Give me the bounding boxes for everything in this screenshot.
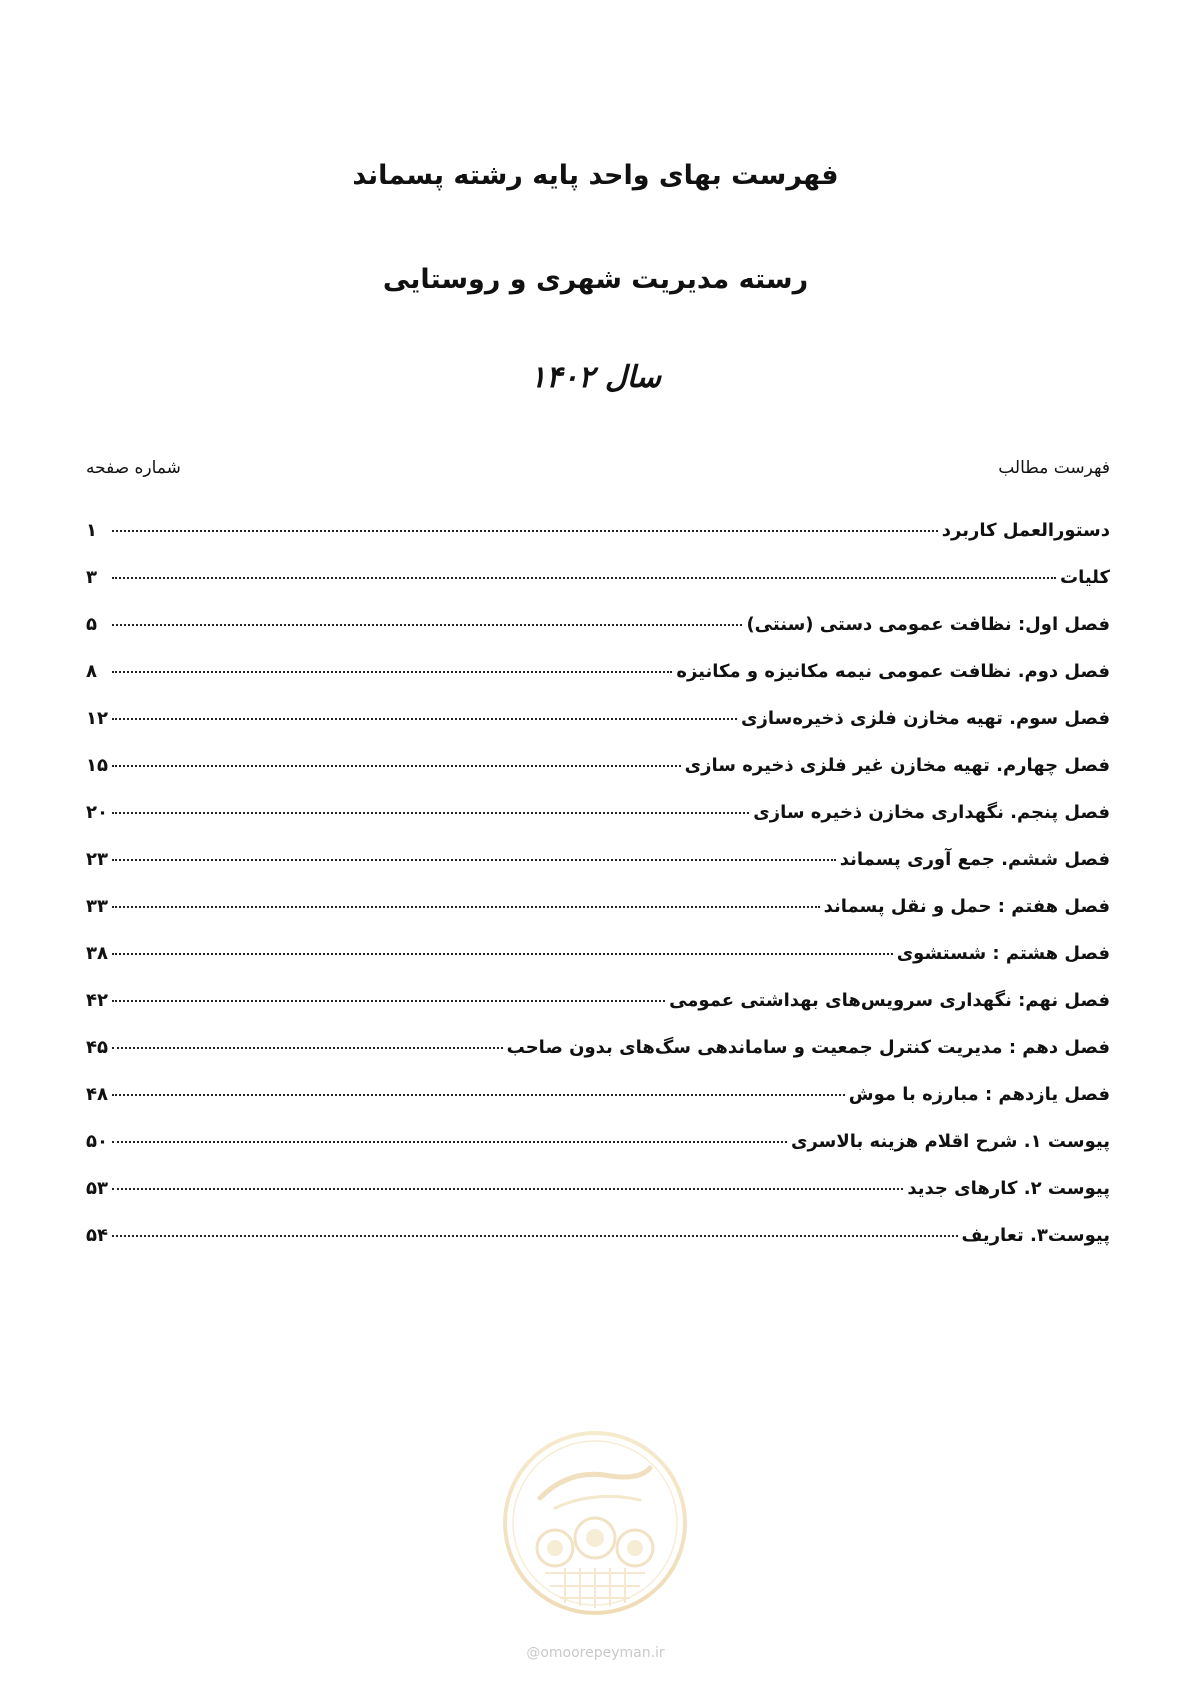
toc-dot-leader — [112, 1235, 958, 1237]
toc-dot-leader — [112, 953, 893, 955]
toc-dot-leader — [112, 906, 820, 908]
toc-entry-label: پیوست ۲. کارهای جدید — [907, 1178, 1110, 1199]
toc-dot-leader — [112, 577, 1056, 579]
toc-entry — [86, 1225, 1110, 1272]
toc-entry-label: فصل ششم. جمع آوری پسماند — [839, 849, 1110, 870]
toc-dot-leader — [112, 1047, 503, 1049]
document-year: سال ۱۴۰۲ — [530, 360, 661, 395]
toc-entry-label: فصل یازدهم : مبارزه با موش — [848, 1084, 1110, 1105]
toc-dot-leader — [112, 671, 672, 673]
toc-entry-page: ۸ — [86, 661, 97, 682]
toc-entry-page: ۵۴ — [86, 1225, 108, 1246]
toc-entry-page: ۴۵ — [86, 1037, 108, 1058]
toc-entry-label: فصل چهارم. تهیه مخازن غیر فلزی ذخیره سازی — [684, 755, 1110, 776]
toc-entry-label: فصل نهم: نگهداری سرویس‌های بهداشتی عمومی — [669, 990, 1110, 1011]
toc-dot-leader — [112, 859, 836, 861]
toc-entry — [86, 943, 1110, 990]
toc-entry-page: ۵۰ — [86, 1131, 108, 1152]
toc-entry — [86, 567, 1110, 614]
toc-entry-page: ۱۲ — [86, 708, 108, 729]
toc-dot-leader — [112, 718, 737, 720]
toc-entry-label: فصل سوم. تهیه مخازن فلزی ذخیره‌سازی — [741, 708, 1110, 729]
toc-entry-page: ۴۲ — [86, 990, 108, 1011]
toc-entry-page: ۵۳ — [86, 1178, 108, 1199]
toc-entry — [86, 520, 1110, 567]
toc-dot-leader — [112, 1188, 903, 1190]
toc-entry-label: دستورالعمل کاربرد — [941, 520, 1110, 541]
toc-dot-leader — [112, 765, 681, 767]
toc-contents-label: فهرست مطالب — [998, 458, 1110, 478]
toc-dot-leader — [112, 1094, 845, 1096]
toc-entry — [86, 755, 1110, 802]
toc-page-number-label: شماره صفحه — [86, 458, 181, 478]
toc-entry-label: فصل هشتم : شستشوی — [896, 943, 1110, 964]
toc-entry — [86, 1178, 1110, 1225]
toc-dot-leader — [112, 812, 749, 814]
toc-dot-leader — [112, 1141, 787, 1143]
toc-entry-label: فصل اول: نظافت عمومی دستی (سنتی) — [746, 614, 1110, 635]
toc-entry-page: ۱ — [86, 520, 97, 541]
toc-entry-page: ۳۳ — [86, 896, 108, 917]
toc-entry-label: فصل دوم. نظافت عمومی نیمه مکانیزه و مکانیزه — [676, 661, 1110, 682]
toc-entry-label: فصل هفتم : حمل و نقل پسماند — [823, 896, 1110, 917]
toc-entry-page: ۱۵ — [86, 755, 108, 776]
document-subtitle: رسته مدیریت شهری و روستایی — [382, 264, 809, 295]
toc-entry-page: ۲۰ — [86, 802, 108, 823]
toc-entry — [86, 708, 1110, 755]
toc-entry — [86, 990, 1110, 1037]
toc-entry — [86, 1084, 1110, 1131]
toc-dot-leader — [112, 624, 742, 626]
toc-entry-page: ۳۸ — [86, 943, 108, 964]
toc-entry-label: کلیات — [1059, 567, 1110, 588]
toc-dot-leader — [112, 530, 938, 532]
watermark-logo — [500, 1428, 690, 1618]
toc-entry-page: ۴۸ — [86, 1084, 108, 1105]
toc-entry — [86, 849, 1110, 896]
toc-entry — [86, 802, 1110, 849]
toc-header — [86, 458, 1110, 488]
toc-entry — [86, 1037, 1110, 1084]
toc-entry-label: پیوست۳. تعاریف — [961, 1225, 1110, 1246]
toc-entry — [86, 896, 1110, 943]
toc-entry-page: ۲۳ — [86, 849, 108, 870]
toc-entry-page: ۳ — [86, 567, 97, 588]
table-of-contents — [86, 520, 1110, 1272]
toc-entry-label: فصل دهم : مدیریت کنترل جمعیت و ساماندهی سگ‌های بدون صاحب — [506, 1037, 1110, 1058]
toc-entry-label: فصل پنجم. نگهداری مخازن ذخیره سازی — [753, 802, 1110, 823]
watermark-url: @omoorepeyman.ir — [526, 1645, 665, 1661]
document-title: فهرست بهای واحد پایه رشته پسماند — [352, 160, 839, 191]
toc-entry — [86, 661, 1110, 708]
toc-entry — [86, 1131, 1110, 1178]
toc-entry-label: پیوست ۱. شرح اقلام هزینه بالاسری — [790, 1131, 1110, 1152]
toc-entry-page: ۵ — [86, 614, 97, 635]
toc-dot-leader — [112, 1000, 665, 1002]
toc-entry — [86, 614, 1110, 661]
